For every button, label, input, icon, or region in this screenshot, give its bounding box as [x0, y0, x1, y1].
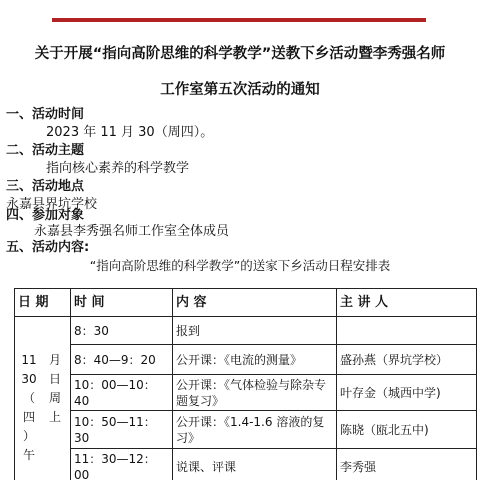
schedule-header-row: [15, 289, 477, 317]
notice-title-line-2: 工作室第五次活动的通知: [160, 82, 320, 98]
section-detail-participants: 永嘉县李秀强名师工作室全体成员: [34, 224, 230, 239]
row-content: 公开课：《气体检验与除杂专题复习》: [173, 375, 337, 411]
section-heading-content: 五、活动内容:: [6, 240, 90, 255]
row-content: 说课、评课: [173, 449, 337, 480]
section-heading-theme: 二、活动主题: [6, 143, 85, 158]
header-date: 日 期: [15, 289, 71, 317]
table-row: [15, 345, 477, 375]
row-speaker: [337, 317, 477, 345]
schedule-title: “指向高阶思维的科学教学”的送家下乡活动日程安排表: [89, 258, 391, 273]
row-time: 10：50—11：30: [71, 411, 173, 449]
notice-title-line-1: 关于开展“指向高阶思维的科学教学”送教下乡活动暨李秀强名师: [34, 46, 446, 62]
row-time: 8：30: [71, 317, 173, 345]
section-heading-participants: 四、参加对象: [6, 208, 85, 223]
header-time: 时 间: [71, 289, 173, 317]
table-row: [15, 411, 477, 449]
date-column-1: 11 30 （ 四 ） 午: [21, 353, 37, 462]
row-content: 报到: [173, 317, 337, 345]
header-red-rule: [52, 18, 426, 22]
table-row: [15, 375, 477, 411]
section-heading-location: 三、活动地点: [6, 179, 85, 194]
row-speaker: 叶存金（城西中学): [337, 375, 477, 411]
section-heading-time: 一、活动时间: [6, 107, 85, 122]
row-speaker: 李秀强: [337, 449, 477, 480]
row-speaker: 盛孙燕（界坑学校）: [337, 345, 477, 375]
row-speaker: 陈晓（瓯北五中): [337, 411, 477, 449]
section-detail-location: 永嘉县界坑学校: [6, 197, 98, 212]
header-content: 内 容: [173, 289, 337, 317]
row-time: 8：40—9：20: [71, 345, 173, 375]
schedule-table: [14, 288, 477, 480]
row-time: 10：00—10：40: [71, 375, 173, 411]
row-time: 11：30—12：00: [71, 449, 173, 480]
row-content: 公开课：《电流的测量》: [173, 345, 337, 375]
table-row: [15, 449, 477, 480]
row-content: 公开课：《1.4-1.6 溶液的复习》: [173, 411, 337, 449]
date-cell: [15, 317, 71, 480]
section-detail-theme: 指向核心素养的科学教学: [46, 161, 190, 176]
table-row: [15, 317, 477, 345]
header-speaker: 主 讲 人: [337, 289, 477, 317]
section-detail-time: 2023 年 11 月 30（周四）。: [46, 125, 214, 140]
date-column-2: 月 日 周 上: [48, 353, 61, 424]
